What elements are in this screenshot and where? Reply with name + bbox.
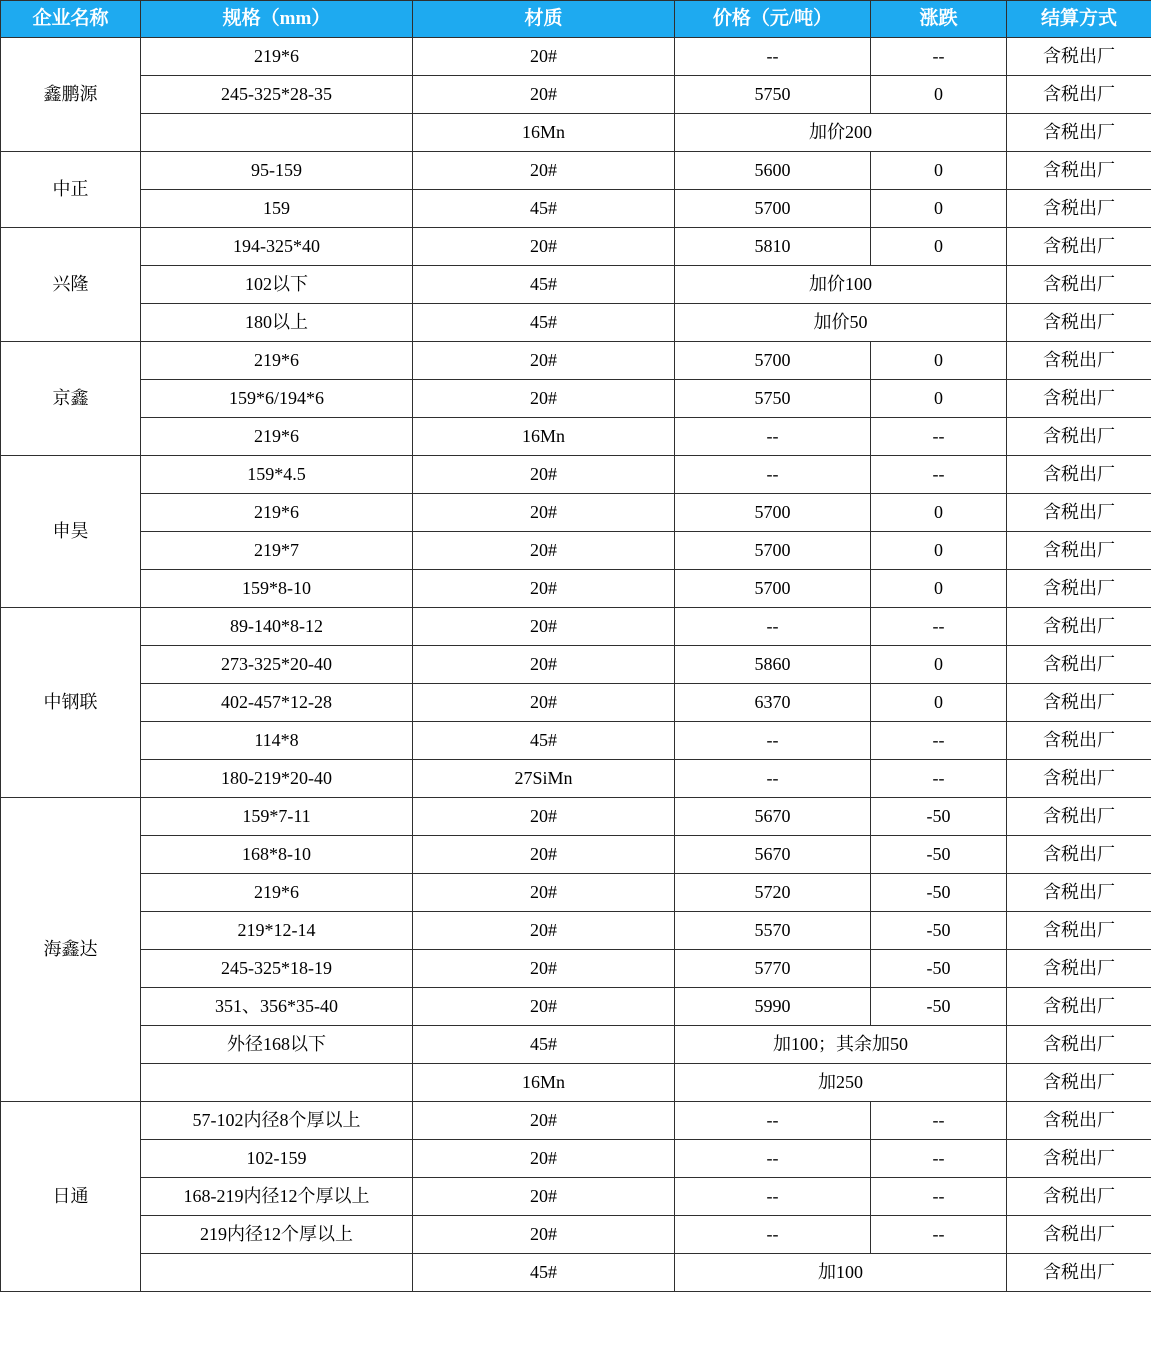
material-cell: 20# bbox=[413, 152, 675, 190]
change-cell: -- bbox=[871, 418, 1007, 456]
price-note-cell: 加100；其余加50 bbox=[675, 1026, 1007, 1064]
price-note-cell: 加价200 bbox=[675, 114, 1007, 152]
change-cell: -50 bbox=[871, 912, 1007, 950]
settlement-cell: 含税出厂 bbox=[1007, 342, 1151, 380]
table-row bbox=[1, 912, 1151, 950]
table-row bbox=[1, 152, 1151, 190]
table-row bbox=[1, 190, 1151, 228]
settlement-cell: 含税出厂 bbox=[1007, 228, 1151, 266]
change-cell: -50 bbox=[871, 798, 1007, 836]
material-cell: 20# bbox=[413, 798, 675, 836]
spec-cell: 219*6 bbox=[141, 494, 413, 532]
price-cell: -- bbox=[675, 1140, 871, 1178]
header-row bbox=[1, 1, 1151, 38]
settlement-cell: 含税出厂 bbox=[1007, 836, 1151, 874]
settlement-cell: 含税出厂 bbox=[1007, 988, 1151, 1026]
spec-cell: 219*6 bbox=[141, 874, 413, 912]
settlement-cell: 含税出厂 bbox=[1007, 798, 1151, 836]
spec-cell: 159*6/194*6 bbox=[141, 380, 413, 418]
table-row bbox=[1, 1102, 1151, 1140]
settlement-cell: 含税出厂 bbox=[1007, 494, 1151, 532]
settlement-cell: 含税出厂 bbox=[1007, 1140, 1151, 1178]
table-row bbox=[1, 1178, 1151, 1216]
table-row bbox=[1, 228, 1151, 266]
price-cell: 5720 bbox=[675, 874, 871, 912]
change-cell: -- bbox=[871, 608, 1007, 646]
company-name-cell: 兴隆 bbox=[1, 228, 141, 342]
table-row bbox=[1, 836, 1151, 874]
table-row bbox=[1, 456, 1151, 494]
table-row bbox=[1, 1064, 1151, 1102]
change-cell: -50 bbox=[871, 988, 1007, 1026]
change-cell: 0 bbox=[871, 646, 1007, 684]
change-cell: 0 bbox=[871, 342, 1007, 380]
spec-cell: 159*4.5 bbox=[141, 456, 413, 494]
table-row bbox=[1, 646, 1151, 684]
table-row bbox=[1, 874, 1151, 912]
price-cell: -- bbox=[675, 1178, 871, 1216]
spec-cell: 102-159 bbox=[141, 1140, 413, 1178]
material-cell: 20# bbox=[413, 684, 675, 722]
change-cell: 0 bbox=[871, 152, 1007, 190]
spec-cell: 168*8-10 bbox=[141, 836, 413, 874]
price-cell: -- bbox=[675, 456, 871, 494]
table-row bbox=[1, 304, 1151, 342]
change-cell: -50 bbox=[871, 874, 1007, 912]
spec-cell: 外径168以下 bbox=[141, 1026, 413, 1064]
change-cell: 0 bbox=[871, 190, 1007, 228]
price-cell: 5700 bbox=[675, 494, 871, 532]
material-cell: 20# bbox=[413, 532, 675, 570]
settlement-cell: 含税出厂 bbox=[1007, 1064, 1151, 1102]
spec-cell: 219*12-14 bbox=[141, 912, 413, 950]
table-row bbox=[1, 1026, 1151, 1064]
price-cell: 6370 bbox=[675, 684, 871, 722]
table-row bbox=[1, 722, 1151, 760]
spec-cell: 245-325*18-19 bbox=[141, 950, 413, 988]
spec-cell: 95-159 bbox=[141, 152, 413, 190]
settlement-cell: 含税出厂 bbox=[1007, 304, 1151, 342]
spec-cell: 351、356*35-40 bbox=[141, 988, 413, 1026]
price-cell: 5750 bbox=[675, 76, 871, 114]
spec-cell: 89-140*8-12 bbox=[141, 608, 413, 646]
material-cell: 45# bbox=[413, 190, 675, 228]
settlement-cell: 含税出厂 bbox=[1007, 722, 1151, 760]
table-row bbox=[1, 570, 1151, 608]
spec-cell: 219*6 bbox=[141, 342, 413, 380]
material-cell: 20# bbox=[413, 76, 675, 114]
change-cell: -- bbox=[871, 1102, 1007, 1140]
price-cell: 5700 bbox=[675, 532, 871, 570]
settlement-cell: 含税出厂 bbox=[1007, 380, 1151, 418]
table-row bbox=[1, 1140, 1151, 1178]
material-cell: 20# bbox=[413, 912, 675, 950]
price-cell: -- bbox=[675, 38, 871, 76]
spec-cell: 168-219内径12个厚以上 bbox=[141, 1178, 413, 1216]
settlement-cell: 含税出厂 bbox=[1007, 760, 1151, 798]
material-cell: 20# bbox=[413, 950, 675, 988]
material-cell: 20# bbox=[413, 1102, 675, 1140]
change-cell: 0 bbox=[871, 570, 1007, 608]
spec-cell: 159*7-11 bbox=[141, 798, 413, 836]
price-cell: 5700 bbox=[675, 342, 871, 380]
company-name-cell: 京鑫 bbox=[1, 342, 141, 456]
material-cell: 27SiMn bbox=[413, 760, 675, 798]
price-cell: -- bbox=[675, 608, 871, 646]
table-row bbox=[1, 494, 1151, 532]
material-cell: 16Mn bbox=[413, 1064, 675, 1102]
table-row bbox=[1, 342, 1151, 380]
table-row bbox=[1, 1254, 1151, 1292]
table-row bbox=[1, 418, 1151, 456]
settlement-cell: 含税出厂 bbox=[1007, 608, 1151, 646]
spec-cell: 219内径12个厚以上 bbox=[141, 1216, 413, 1254]
material-cell: 45# bbox=[413, 722, 675, 760]
material-cell: 20# bbox=[413, 1140, 675, 1178]
table-row bbox=[1, 532, 1151, 570]
spec-cell: 273-325*20-40 bbox=[141, 646, 413, 684]
price-note-cell: 加250 bbox=[675, 1064, 1007, 1102]
settlement-cell: 含税出厂 bbox=[1007, 76, 1151, 114]
price-note-cell: 加价100 bbox=[675, 266, 1007, 304]
settlement-cell: 含税出厂 bbox=[1007, 190, 1151, 228]
price-cell: 5570 bbox=[675, 912, 871, 950]
material-cell: 20# bbox=[413, 874, 675, 912]
company-name-cell: 鑫鹏源 bbox=[1, 38, 141, 152]
settlement-cell: 含税出厂 bbox=[1007, 38, 1151, 76]
column-header-settlement: 结算方式 bbox=[1007, 1, 1151, 38]
spec-cell: 245-325*28-35 bbox=[141, 76, 413, 114]
price-cell: 5700 bbox=[675, 190, 871, 228]
material-cell: 16Mn bbox=[413, 114, 675, 152]
change-cell: -- bbox=[871, 1140, 1007, 1178]
table-body bbox=[1, 38, 1151, 1292]
settlement-cell: 含税出厂 bbox=[1007, 684, 1151, 722]
spec-cell: 194-325*40 bbox=[141, 228, 413, 266]
material-cell: 20# bbox=[413, 570, 675, 608]
table-row bbox=[1, 760, 1151, 798]
price-cell: 5770 bbox=[675, 950, 871, 988]
spec-cell bbox=[141, 1254, 413, 1292]
settlement-cell: 含税出厂 bbox=[1007, 456, 1151, 494]
spec-cell: 219*6 bbox=[141, 38, 413, 76]
company-name-cell: 中钢联 bbox=[1, 608, 141, 798]
material-cell: 20# bbox=[413, 38, 675, 76]
spec-cell: 219*6 bbox=[141, 418, 413, 456]
column-header-price: 价格（元/吨） bbox=[675, 1, 871, 38]
settlement-cell: 含税出厂 bbox=[1007, 1102, 1151, 1140]
settlement-cell: 含税出厂 bbox=[1007, 1026, 1151, 1064]
table-row bbox=[1, 380, 1151, 418]
company-name-cell: 中正 bbox=[1, 152, 141, 228]
price-cell: -- bbox=[675, 760, 871, 798]
price-cell: 5860 bbox=[675, 646, 871, 684]
spec-cell: 159 bbox=[141, 190, 413, 228]
change-cell: 0 bbox=[871, 684, 1007, 722]
settlement-cell: 含税出厂 bbox=[1007, 418, 1151, 456]
table-row bbox=[1, 1216, 1151, 1254]
settlement-cell: 含税出厂 bbox=[1007, 874, 1151, 912]
table-row bbox=[1, 38, 1151, 76]
change-cell: -- bbox=[871, 1178, 1007, 1216]
settlement-cell: 含税出厂 bbox=[1007, 1254, 1151, 1292]
change-cell: -- bbox=[871, 1216, 1007, 1254]
change-cell: -- bbox=[871, 38, 1007, 76]
table-row bbox=[1, 114, 1151, 152]
settlement-cell: 含税出厂 bbox=[1007, 570, 1151, 608]
company-name-cell: 海鑫达 bbox=[1, 798, 141, 1102]
change-cell: 0 bbox=[871, 532, 1007, 570]
price-cell: 5600 bbox=[675, 152, 871, 190]
material-cell: 45# bbox=[413, 304, 675, 342]
change-cell: -- bbox=[871, 456, 1007, 494]
column-header-company: 企业名称 bbox=[1, 1, 141, 38]
settlement-cell: 含税出厂 bbox=[1007, 532, 1151, 570]
price-note-cell: 加价50 bbox=[675, 304, 1007, 342]
material-cell: 20# bbox=[413, 836, 675, 874]
spec-cell: 402-457*12-28 bbox=[141, 684, 413, 722]
material-cell: 20# bbox=[413, 342, 675, 380]
price-cell: 5670 bbox=[675, 798, 871, 836]
settlement-cell: 含税出厂 bbox=[1007, 950, 1151, 988]
settlement-cell: 含税出厂 bbox=[1007, 266, 1151, 304]
material-cell: 20# bbox=[413, 608, 675, 646]
company-name-cell: 申昊 bbox=[1, 456, 141, 608]
change-cell: -- bbox=[871, 722, 1007, 760]
spec-cell: 219*7 bbox=[141, 532, 413, 570]
material-cell: 20# bbox=[413, 380, 675, 418]
material-cell: 20# bbox=[413, 228, 675, 266]
material-cell: 20# bbox=[413, 988, 675, 1026]
spec-cell bbox=[141, 114, 413, 152]
material-cell: 16Mn bbox=[413, 418, 675, 456]
table-row bbox=[1, 608, 1151, 646]
price-cell: 5700 bbox=[675, 570, 871, 608]
material-cell: 20# bbox=[413, 456, 675, 494]
spec-cell: 159*8-10 bbox=[141, 570, 413, 608]
settlement-cell: 含税出厂 bbox=[1007, 1178, 1151, 1216]
material-cell: 45# bbox=[413, 266, 675, 304]
table-row bbox=[1, 266, 1151, 304]
price-cell: 5990 bbox=[675, 988, 871, 1026]
price-cell: -- bbox=[675, 418, 871, 456]
material-cell: 20# bbox=[413, 1216, 675, 1254]
table-header bbox=[1, 1, 1151, 38]
spec-cell bbox=[141, 1064, 413, 1102]
price-cell: 5810 bbox=[675, 228, 871, 266]
change-cell: 0 bbox=[871, 228, 1007, 266]
table-row bbox=[1, 988, 1151, 1026]
change-cell: 0 bbox=[871, 494, 1007, 532]
column-header-spec: 规格（mm） bbox=[141, 1, 413, 38]
price-cell: -- bbox=[675, 722, 871, 760]
table-row bbox=[1, 950, 1151, 988]
material-cell: 45# bbox=[413, 1026, 675, 1064]
column-header-material: 材质 bbox=[413, 1, 675, 38]
change-cell: -- bbox=[871, 760, 1007, 798]
settlement-cell: 含税出厂 bbox=[1007, 114, 1151, 152]
table-row bbox=[1, 798, 1151, 836]
company-name-cell: 日通 bbox=[1, 1102, 141, 1292]
price-cell: -- bbox=[675, 1102, 871, 1140]
price-cell: 5670 bbox=[675, 836, 871, 874]
material-cell: 45# bbox=[413, 1254, 675, 1292]
spec-cell: 57-102内径8个厚以上 bbox=[141, 1102, 413, 1140]
table-row bbox=[1, 76, 1151, 114]
settlement-cell: 含税出厂 bbox=[1007, 646, 1151, 684]
material-cell: 20# bbox=[413, 494, 675, 532]
column-header-change: 涨跌 bbox=[871, 1, 1007, 38]
settlement-cell: 含税出厂 bbox=[1007, 152, 1151, 190]
settlement-cell: 含税出厂 bbox=[1007, 1216, 1151, 1254]
change-cell: -50 bbox=[871, 950, 1007, 988]
price-cell: 5750 bbox=[675, 380, 871, 418]
material-cell: 20# bbox=[413, 1178, 675, 1216]
spec-cell: 114*8 bbox=[141, 722, 413, 760]
change-cell: 0 bbox=[871, 380, 1007, 418]
spec-cell: 180-219*20-40 bbox=[141, 760, 413, 798]
spec-cell: 180以上 bbox=[141, 304, 413, 342]
table-row bbox=[1, 684, 1151, 722]
spec-cell: 102以下 bbox=[141, 266, 413, 304]
settlement-cell: 含税出厂 bbox=[1007, 912, 1151, 950]
material-cell: 20# bbox=[413, 646, 675, 684]
change-cell: 0 bbox=[871, 76, 1007, 114]
price-cell: -- bbox=[675, 1216, 871, 1254]
price-note-cell: 加100 bbox=[675, 1254, 1007, 1292]
change-cell: -50 bbox=[871, 836, 1007, 874]
